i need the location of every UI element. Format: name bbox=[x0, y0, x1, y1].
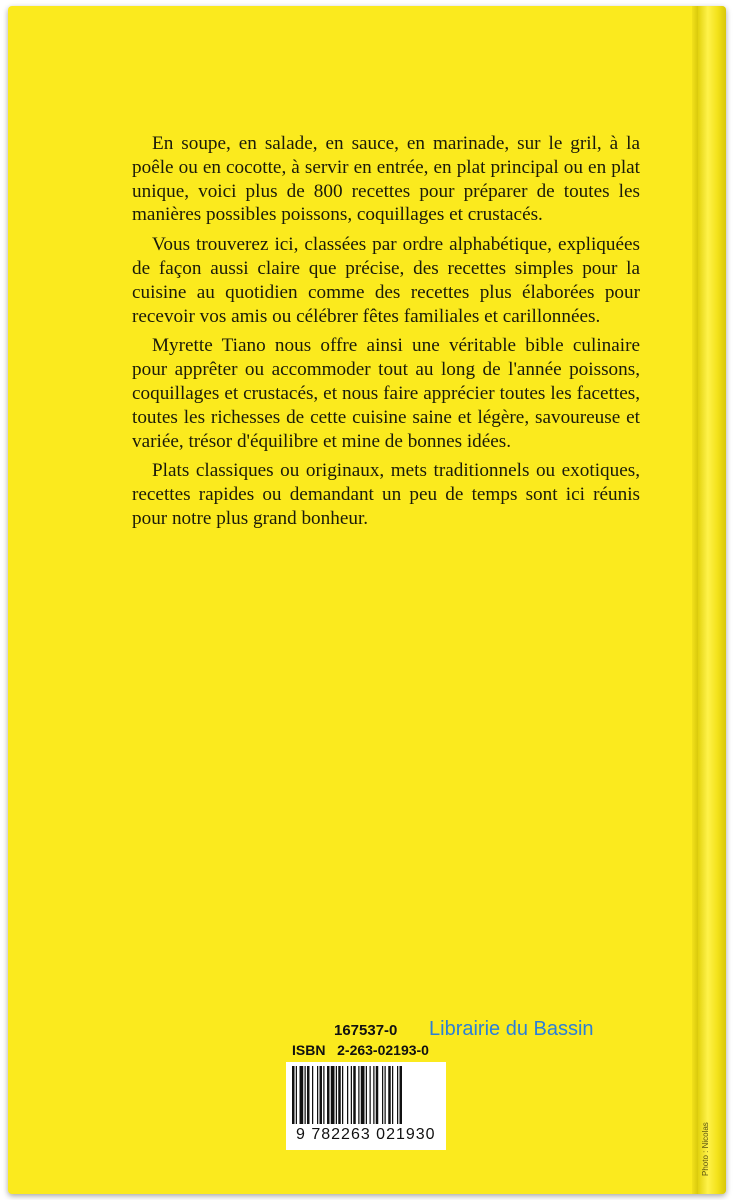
barcode-bar bbox=[351, 1066, 352, 1124]
barcode-bar bbox=[327, 1066, 330, 1124]
barcode-bar bbox=[358, 1066, 359, 1124]
barcode-bar bbox=[376, 1066, 379, 1124]
blurb-paragraph-2: Vous trouverez ici, classées par ordre alphabétique, expliquées de façon aussi claire que précise, des recettes simples pour la cuisine au quotidien comme des recettes plus élaborées pour recevoir vos amis ou célébrer fêtes familiales et carillonnées. bbox=[132, 234, 640, 327]
barcode-bar bbox=[312, 1066, 313, 1124]
blurb-paragraph-3: Myrette Tiano nous offre ainsi une véritable bible culinaire pour apprêter ou accommoder tout au long de l'année poissons, coquillages et crustacés, et nous faire apprécier toutes les facettes, toutes les richesses de cette cuisine saine et légère, savoureuse et variée, trésor d'équilibre et mine de bonnes idées. bbox=[132, 335, 640, 452]
barcode-bar bbox=[397, 1066, 398, 1124]
back-cover bbox=[8, 6, 726, 1194]
product-code: 167537-0 bbox=[334, 1022, 398, 1039]
barcode-bar bbox=[307, 1066, 310, 1124]
blurb-paragraph-1: En soupe, en salade, en sauce, en marinade, sur le gril, à la poêle ou en cocotte, à servir en entrée, en plat principal ou en plat unique, voici plus de 800 recettes pour préparer de toutes les manières possibles poissons, coquillages et crustacés. bbox=[132, 133, 640, 226]
back-cover-blurb bbox=[132, 132, 640, 537]
barcode-bar bbox=[342, 1066, 343, 1124]
barcode-bar bbox=[361, 1066, 365, 1124]
photo-credit: Photo : Nicolas bbox=[701, 1122, 710, 1176]
barcode-bar bbox=[366, 1066, 367, 1124]
barcode-bar bbox=[347, 1066, 348, 1124]
barcode-bar bbox=[323, 1066, 324, 1124]
barcode-bar bbox=[320, 1066, 323, 1124]
isbn-label: ISBN 2-263-02193-0 bbox=[292, 1042, 429, 1058]
barcode-bar bbox=[305, 1066, 306, 1124]
barcode-bar bbox=[385, 1066, 386, 1124]
spine-edge bbox=[698, 6, 726, 1194]
barcode-bar bbox=[331, 1066, 335, 1124]
barcode-bar bbox=[338, 1066, 341, 1124]
barcode-bar bbox=[373, 1066, 374, 1124]
blurb-paragraph-4: Plats classiques ou originaux, mets traditionnels ou exotiques, recettes rapides ou demandant un peu de temps sont ici réunis pour notre plus grand bonheur. bbox=[132, 460, 640, 529]
barcode-bar bbox=[317, 1066, 318, 1124]
barcode bbox=[286, 1062, 446, 1150]
barcode-bar bbox=[392, 1066, 393, 1124]
barcode-bar bbox=[400, 1066, 403, 1124]
barcode-bar bbox=[292, 1066, 295, 1124]
barcode-bar bbox=[296, 1066, 297, 1124]
barcode-bar bbox=[353, 1066, 356, 1124]
bookseller-watermark: Librairie du Bassin bbox=[429, 1018, 594, 1040]
barcode-bar bbox=[370, 1066, 371, 1124]
barcode-bar bbox=[382, 1066, 383, 1124]
barcode-bars bbox=[292, 1066, 440, 1124]
barcode-bar bbox=[336, 1066, 337, 1124]
barcode-digits: 9 782263 021930 bbox=[296, 1126, 436, 1143]
barcode-bar bbox=[300, 1066, 304, 1124]
barcode-bar bbox=[388, 1066, 391, 1124]
